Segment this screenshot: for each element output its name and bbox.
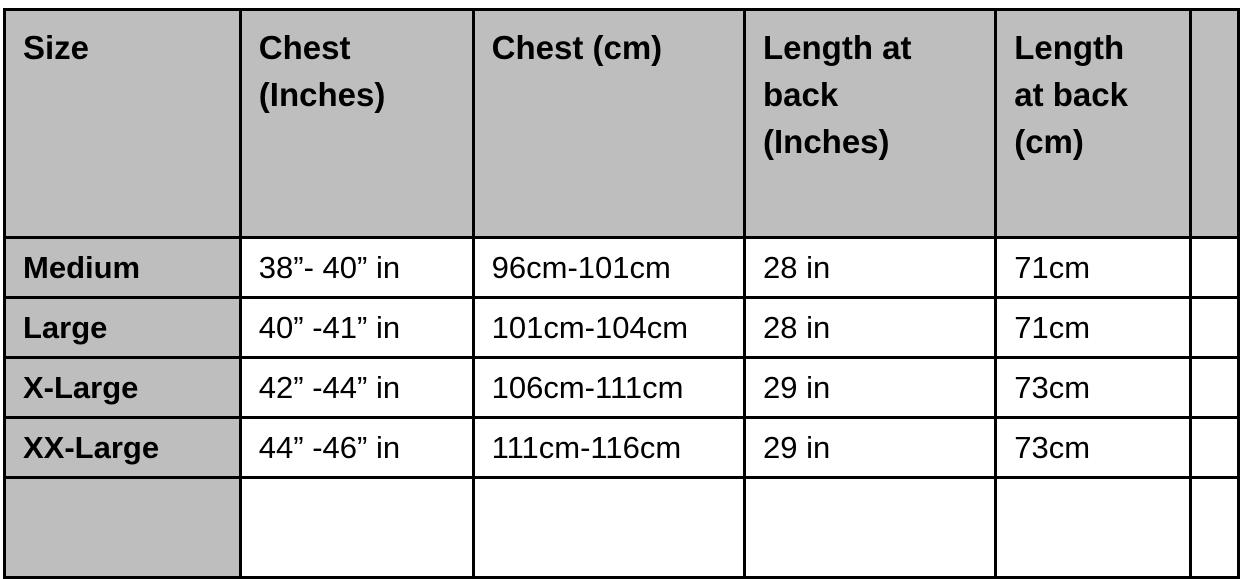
cell-length-at-back-cm: 73cm xyxy=(996,418,1191,478)
cell-extra xyxy=(1190,238,1238,298)
cell-length-at-back-cm: 71cm xyxy=(996,238,1191,298)
cell-size xyxy=(5,478,241,578)
table-row-large xyxy=(5,298,1239,358)
cell-chest-cm: 96cm-101cm xyxy=(473,238,744,298)
cell-size: Large xyxy=(5,298,241,358)
table-row-x-large xyxy=(5,358,1239,418)
cell-size: XX-Large xyxy=(5,418,241,478)
cell-extra xyxy=(1190,418,1238,478)
column-header-chest-cm: Chest (cm) xyxy=(473,10,744,238)
cell-chest-cm: 101cm-104cm xyxy=(473,298,744,358)
cell-length-at-back-inches: 29 in xyxy=(745,358,996,418)
header-row xyxy=(5,10,1239,238)
cell-chest-inches: 42” -44” in xyxy=(240,358,473,418)
cell-chest-cm: 106cm-111cm xyxy=(473,358,744,418)
cell-chest-inches: 44” -46” in xyxy=(240,418,473,478)
cell-extra xyxy=(1190,358,1238,418)
cell-chest-cm xyxy=(473,478,744,578)
cell-length-at-back-inches: 28 in xyxy=(745,238,996,298)
cell-size: Medium xyxy=(5,238,241,298)
table-row-xx-large xyxy=(5,418,1239,478)
cell-extra xyxy=(1190,478,1238,578)
size-chart xyxy=(3,8,1240,579)
column-header-length-at-back-cm: Length at back (cm) xyxy=(996,10,1191,238)
cell-extra xyxy=(1190,298,1238,358)
cell-chest-inches xyxy=(240,478,473,578)
cell-length-at-back-cm xyxy=(996,478,1191,578)
cell-length-at-back-inches xyxy=(745,478,996,578)
table-row-medium xyxy=(5,238,1239,298)
column-header-size: Size xyxy=(5,10,241,238)
cell-length-at-back-cm: 73cm xyxy=(996,358,1191,418)
table-row-empty xyxy=(5,478,1239,578)
cell-chest-inches: 40” -41” in xyxy=(240,298,473,358)
column-header-chest-inches: Chest (Inches) xyxy=(240,10,473,238)
size-chart-table xyxy=(3,8,1240,579)
cell-chest-cm: 111cm-116cm xyxy=(473,418,744,478)
cell-length-at-back-inches: 29 in xyxy=(745,418,996,478)
cell-size: X-Large xyxy=(5,358,241,418)
cell-length-at-back-cm: 71cm xyxy=(996,298,1191,358)
column-header-extra xyxy=(1190,10,1238,238)
cell-chest-inches: 38”- 40” in xyxy=(240,238,473,298)
cell-length-at-back-inches: 28 in xyxy=(745,298,996,358)
column-header-length-at-back-inches: Length at back (Inches) xyxy=(745,10,996,238)
